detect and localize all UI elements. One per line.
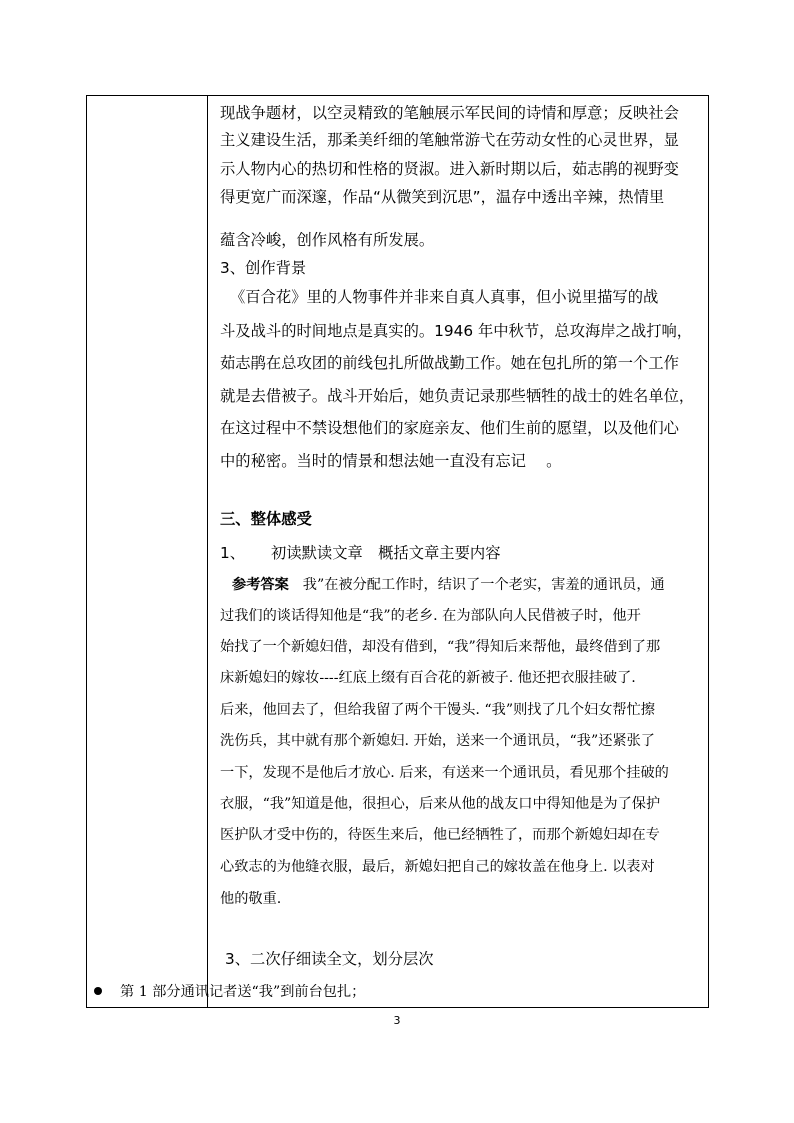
bullet-item (94, 982, 365, 1002)
question-3: 3、二次仔细读全文，划分层次 (225, 950, 434, 968)
answer-line: 心致志的为他缝衣服，最后，新媳妇把自己的嫁妆盖在他身上. 以表对 (220, 859, 655, 875)
answer-line: 他的敬重. (220, 891, 282, 907)
para1-line: 主义建设生活，那柔美纤细的笔触常游弋在劳动女性的心灵世界，显 (220, 131, 679, 149)
answer-label: 参考答案 (232, 577, 289, 593)
para1-line: 蕴含冷峻，创作风格有所发展。 (220, 231, 435, 249)
answer-line: 后来，他回去了，但给我留了两个干馒头. “我”则找了几个妇女帮忙擦 (220, 702, 655, 718)
para2-line: 茹志鹃在总攻团的前线包扎所做战勤工作。她在包扎所的第一个工作 (220, 354, 679, 372)
bullet-icon (94, 987, 102, 995)
question-number: 1、 (220, 544, 246, 562)
content-table (86, 95, 709, 1008)
para1-line: 得更宽广而深邃，作品“从微笑到沉思”，温存中透出辛辣，热情里 (220, 188, 665, 206)
heading-overall: 三、整体感受 (220, 510, 312, 528)
para2-line: 《百合花》里的人物事件并非来自真人真事，但小说里描写的战 (230, 288, 659, 306)
answer-line: 过我们的谈话得知他是“我”的老乡. 在为部队向人民借被子时，他开 (220, 608, 641, 624)
question-1 (220, 543, 501, 563)
para1-line: 现战争题材，以空灵精致的笔触展示军民间的诗情和厚意；反映社会 (220, 104, 679, 122)
content-cell (120, 96, 708, 1007)
para2-line: 斗及战斗的时间地点是真实的。1946 年中秋节，总攻海岸之战打响， (220, 322, 693, 340)
page-number: 3 (393, 1014, 401, 1027)
para2-line: 就是去借被子。战斗开始后，她负责记录那些牺牲的战士的姓名单位， (220, 387, 695, 405)
answer-line: 始找了一个新媳妇借，却没有借到，“我”得知后来帮他，最终借到了那 (220, 639, 661, 655)
bullet-text: 第 1 部分通讯记者送“我”到前台包扎； (120, 984, 366, 1000)
question-text: 初读默读文章 概括文章主要内容 (271, 544, 501, 562)
para2-line: 中的秘密。当时的情景和想法她一直没有忘记 。 (220, 452, 562, 470)
answer-line: 一下，发现不是他后才放心. 后来，有送来一个通讯员，看见那个挂破的 (220, 765, 669, 781)
para1-line: 示人物内心的热切和性格的贤淑。进入新时期以后，茹志鹃的视野变 (220, 160, 679, 178)
answer-line (232, 575, 665, 595)
answer-line: 衣服，“我”知道是他，很担心，后来从他的战友口中得知他是为了保护 (220, 796, 661, 812)
section-title: 3、创作背景 (220, 259, 307, 277)
answer-line: 医护队才受中伤的，待医生来后，他已经牺牲了，而那个新媳妇却在专 (220, 827, 660, 843)
answer-line: 洗伤兵，其中就有那个新媳妇. 开始，送来一个通讯员，“我”还紧张了 (220, 733, 655, 749)
para2-line: 在这过程中不禁设想他们的家庭亲友、他们生前的愿望，以及他们心 (220, 419, 679, 437)
answer-text: 我”在被分配工作时，结识了一个老实，害羞的通讯员，通 (302, 577, 665, 593)
answer-line: 床新媳妇的嫁妆----红底上缀有百合花的新被子. 他还把衣服挂破了. (220, 670, 636, 686)
